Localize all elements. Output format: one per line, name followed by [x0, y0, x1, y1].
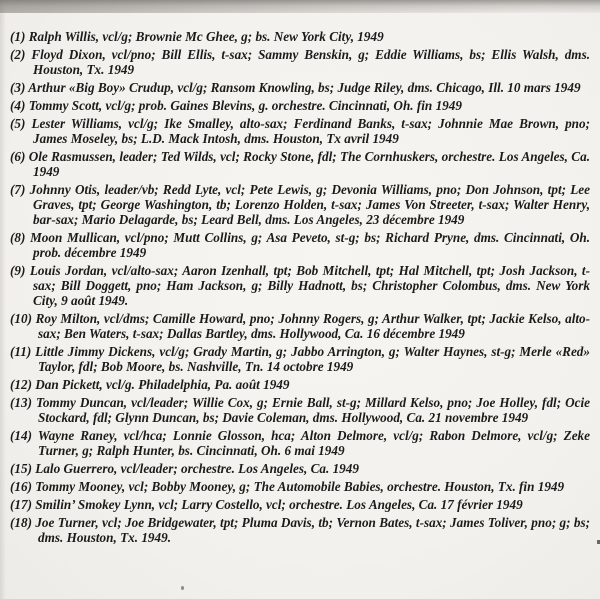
- entry-number: (16): [10, 479, 32, 494]
- entry-text: Floyd Dixon, vcl/pno; Bill Ellis, t-sax; Sammy Benskin, g; Eddie Williams, bs; Ellis Walsh, dms. Houston, Tx. 1949: [31, 47, 590, 77]
- entry-text: Tommy Mooney, vcl; Bobby Mooney, g; The Automobile Babies, orchestre. Houston, Tx. fin 1949: [35, 479, 565, 494]
- entry: [10, 47, 590, 77]
- entry-number: (3): [10, 80, 26, 95]
- entry-text: Moon Mullican, vcl/pno; Mutt Collins, g; Asa Peveto, st-g; bs; Richard Pryne, dms. Cincinnati, Oh. prob. décembre 1949: [30, 230, 591, 260]
- entry-text: Tommy Scott, vcl/g; prob. Gaines Blevins, g. orchestre. Cincinnati, Oh. fin 1949: [28, 98, 462, 113]
- entry: [10, 116, 590, 146]
- entry: [10, 515, 590, 545]
- entry: [10, 479, 590, 494]
- entry-number: (9): [10, 263, 26, 278]
- entry-number: (8): [10, 230, 26, 245]
- entry: [10, 230, 590, 260]
- entry-text: Wayne Raney, vcl/hca; Lonnie Glosson, hca; Alton Delmore, vcl/g; Rabon Delmore, vcl/g; Zeke Turner, g; Ralph Hunter, bs. Cincinnati, Oh. 6 mai 1949: [37, 428, 590, 458]
- scan-speck: [181, 586, 184, 590]
- entry-number: (1): [10, 29, 26, 44]
- entry-text: Arthur «Big Boy» Crudup, vcl/g; Ransom Knowling, bs; Judge Riley, dms. Chicago, Ill. 10 mars 1949: [28, 80, 581, 95]
- discography-listing: [10, 29, 590, 548]
- entry-number: (13): [10, 395, 32, 410]
- entry-text: Johnny Otis, leader/vb; Redd Lyte, vcl; Pete Lewis, g; Devonia Williams, pno; Don Johnson, tpt; Lee Graves, tpt; George Washington, tb; Lorenzo Holden, t-sax; James Von Streeter, t-sax; Walter Henry, bar-sax; Mario Delagarde, bs; Leard Bell, dms. Los Angeles, 23 décembre 1949: [29, 182, 591, 227]
- entry-text: Tommy Duncan, vcl/leader; Willie Cox, g; Ernie Ball, st-g; Millard Kelso, pno; Joe Holley, fdl; Ocie Stockard, fdl; Glynn Duncan, bs; Davie Coleman, dms. Hollywood, Ca. 21 novembre 1949: [36, 395, 591, 425]
- entry-text: Dan Pickett, vcl/g. Philadelphia, Pa. août 1949: [35, 377, 290, 392]
- entry-text: Ralph Willis, vcl/g; Brownie Mc Ghee, g; bs. New York City, 1949: [28, 29, 384, 44]
- entry-text: Joe Turner, vcl; Joe Bridgewater, tpt; Pluma Davis, tb; Vernon Bates, t-sax; James Toliver, pno; g; bs; dms. Houston, Tx. 1949.: [35, 515, 590, 545]
- entry-number: (18): [10, 515, 32, 530]
- entry-number: (4): [10, 98, 26, 113]
- entry-text: Lalo Guerrero, vcl/leader; orchestre. Los Angeles, Ca. 1949: [35, 461, 359, 476]
- entry-number: (6): [10, 149, 26, 164]
- entry-text: Roy Milton, vcl/dms; Camille Howard, pno; Johnny Rogers, g; Arthur Walker, tpt; Jackie Kelso, alto-sax; Ben Waters, t-sax; Dallas Bartley, dms. Hollywood, Ca. 16 décembre 1949: [35, 311, 591, 341]
- entry-text: Louis Jordan, vcl/alto-sax; Aaron Izenhall, tpt; Bob Mitchell, tpt; Hal Mitchell, tpt; Josh Jackson, t-sax; Bill Doggett, pno; Ham Jackson, g; Billy Hadnott, bs; Christopher Colombus, dms. New York City, 9 août 1949.: [29, 263, 590, 308]
- entry: [10, 461, 590, 476]
- entry: [10, 149, 590, 179]
- entry: [10, 395, 590, 425]
- entry-number: (17): [10, 497, 32, 512]
- entry-number: (11): [10, 344, 32, 359]
- entry-number: (14): [10, 428, 32, 443]
- entry: [10, 377, 590, 392]
- scan-shadow-top: [0, 0, 600, 13]
- entry-number: (10): [10, 311, 32, 326]
- entry-number: (5): [10, 116, 26, 131]
- entry: [10, 428, 590, 458]
- entry-text: Smilin’ Smokey Lynn, vcl; Larry Costello, vcl; orchestre. Los Angeles, Ca. 17 février 1949: [35, 497, 523, 512]
- entry-text: Ole Rasmussen, leader; Ted Wilds, vcl; Rocky Stone, fdl; The Cornhuskers, orchestre. Los Angeles, Ca. 1949: [28, 149, 590, 179]
- entry-number: (7): [10, 182, 26, 197]
- entry-text: Lester Williams, vcl/g; Ike Smalley, alto-sax; Ferdinand Banks, t-sax; Johnnie Mae Brown, pno; James Moseley, bs; L.D. Mack Intosh, dms. Houston, Tx avril 1949: [31, 116, 590, 146]
- entry: [10, 98, 590, 113]
- entry: [10, 311, 590, 341]
- entry-number: (15): [10, 461, 32, 476]
- entry: [10, 80, 590, 95]
- scan-shadow-left: [0, 0, 6, 599]
- entry-number: (2): [10, 47, 26, 62]
- entry: [10, 182, 590, 227]
- entry: [10, 344, 590, 374]
- entry: [10, 263, 590, 308]
- entry: [10, 29, 590, 44]
- entry-text: Little Jimmy Dickens, vcl/g; Grady Martin, g; Jabbo Arrington, g; Walter Haynes, st-g; Merle «Red» Taylor, fdl; Bob Moore, bs. Nashville, Tn. 14 octobre 1949: [35, 344, 590, 374]
- entry: [10, 497, 590, 512]
- entry-number: (12): [10, 377, 32, 392]
